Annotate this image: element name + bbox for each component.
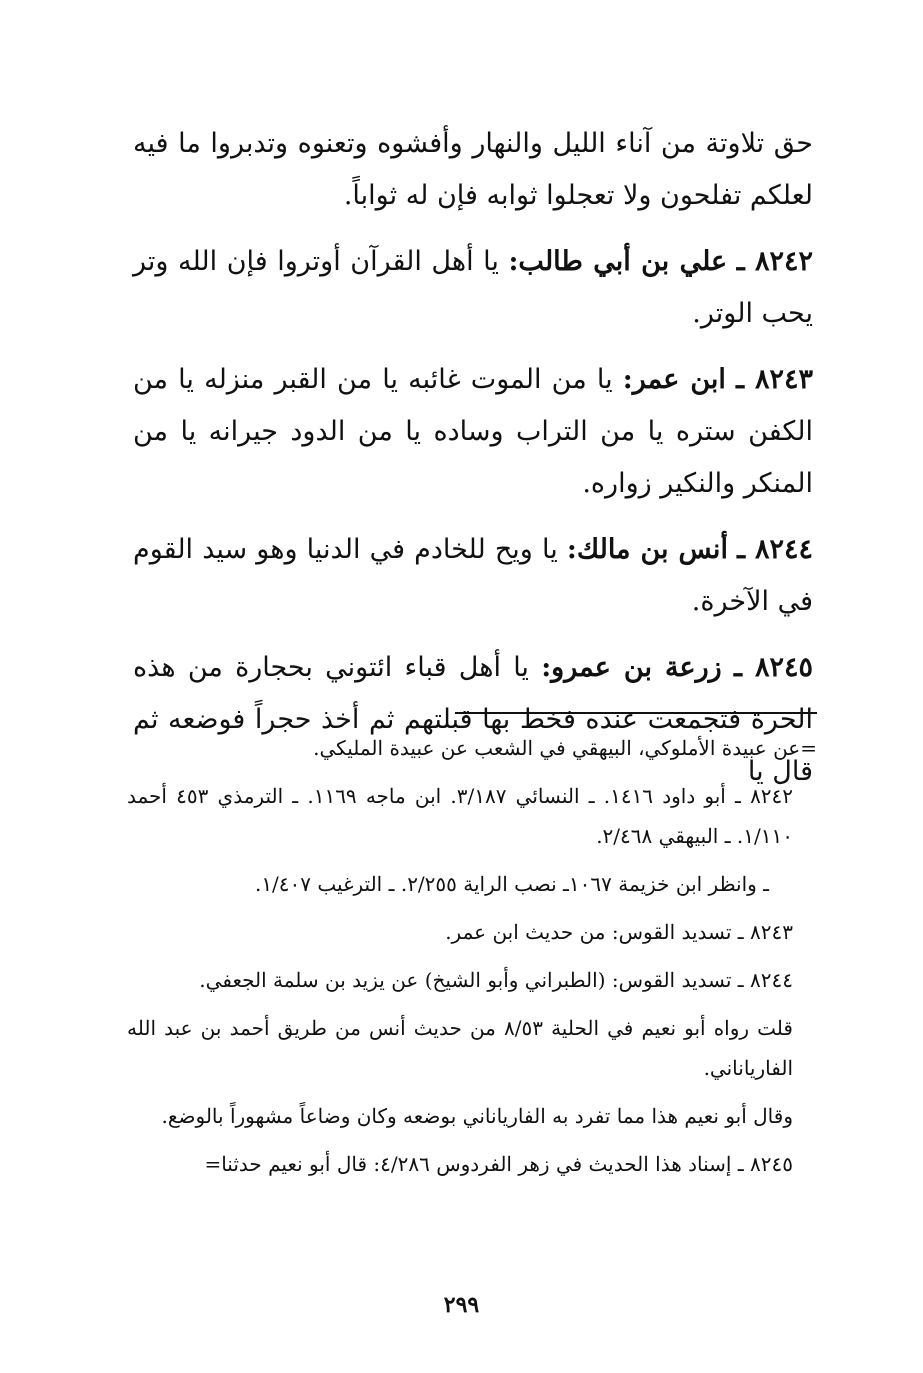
narrator-name: زرعة بن عمرو: bbox=[541, 652, 722, 683]
narrator-name: أنس بن مالك: bbox=[566, 534, 728, 565]
narrator-name: علي بن أبي طالب: bbox=[508, 246, 728, 277]
paragraph-text: حق تلاوتة من آناء الليل والنهار وأفشوه وتعنوه وتدبروا ما فيه لعلكم تفلحون ولا تعجلوا ثوابه فإن له ثواباً. bbox=[133, 128, 813, 211]
narrator-name: ابن عمر: bbox=[622, 364, 726, 395]
entry-number: ٨٢٤٥ ـ bbox=[734, 652, 814, 683]
entry-number: ٨٢٤٢ ـ bbox=[736, 246, 813, 277]
entry-text: يا أهل القرآن أوتروا فإن الله وتر يحب الوتر. bbox=[133, 246, 813, 329]
entry-text: يا ويح للخادم في الدنيا وهو سيد القوم في الآخرة. bbox=[133, 534, 813, 617]
entry-number: ٨٢٤٣ ـ bbox=[736, 364, 813, 395]
footnote-8242: ٨٢٤٢ ـ أبو داود ١٤١٦. ـ النسائي ٣/١٨٧. ابن ماجه ١١٦٩. ـ الترمذي ٤٥٣ أحمد ١/١١٠. ـ البيهقي ٢/٤٦٨. bbox=[127, 784, 794, 848]
footnote-8242-see-also: ـ وانظر ابن خزيمة ١٠٦٧ـ نصب الراية ٢/٢٥٥. ـ الترغيب ١/٤٠٧. bbox=[254, 872, 769, 896]
entry-text: يا من الموت غائبه يا من القبر منزله يا من الكفن ستره يا من التراب وساده يا من الدود جيرانه يا من المنكر والنكير زواره. bbox=[133, 364, 813, 499]
entry-8244 bbox=[133, 524, 813, 628]
footnote-divider bbox=[455, 712, 817, 714]
entry-text: يا أهل قباء ائتوني بحجارة من هذه الحرة فتجمعت عنده فخط بها قبلتهم ثم أخذ حجراً فوضعه ثم قال يا bbox=[133, 652, 813, 787]
main-text bbox=[133, 118, 813, 812]
entry-8243 bbox=[133, 354, 813, 510]
footnote-8244: ٨٢٤٤ ـ تسديد القوس: (الطبراني وأبو الشيخ) عن يزيد بن سلمة الجعفي. bbox=[199, 968, 793, 992]
footnote-8243: ٨٢٤٣ ـ تسديد القوس: من حديث ابن عمر. bbox=[445, 920, 793, 944]
entry-8242 bbox=[133, 236, 813, 340]
footnote-1: =عن عبيدة الأملوكي، البيهقي في الشعب عن عبيدة المليكي. bbox=[313, 736, 817, 760]
page-number: ٢٩٩ bbox=[443, 1292, 480, 1318]
footnote-8244-comment: قلت رواه أبو نعيم في الحلية ٨/٥٣ من حديث أنس من طريق أحمد بن عبد الله الفارياناني. bbox=[127, 1016, 793, 1080]
footnotes bbox=[127, 728, 817, 1192]
paragraph-continuation bbox=[133, 118, 813, 222]
footnote-8244-abu-nuaim: وقال أبو نعيم هذا مما تفرد به الفارياناني بوضعه وكان وضاعاً مشهوراً بالوضع. bbox=[161, 1104, 793, 1128]
footnote-8245: ٨٢٤٥ ـ إسناد هذا الحديث في زهر الفردوس ٤/٢٨٦: قال أبو نعيم حدثنا= bbox=[204, 1152, 793, 1176]
entry-number: ٨٢٤٤ ـ bbox=[737, 534, 813, 565]
